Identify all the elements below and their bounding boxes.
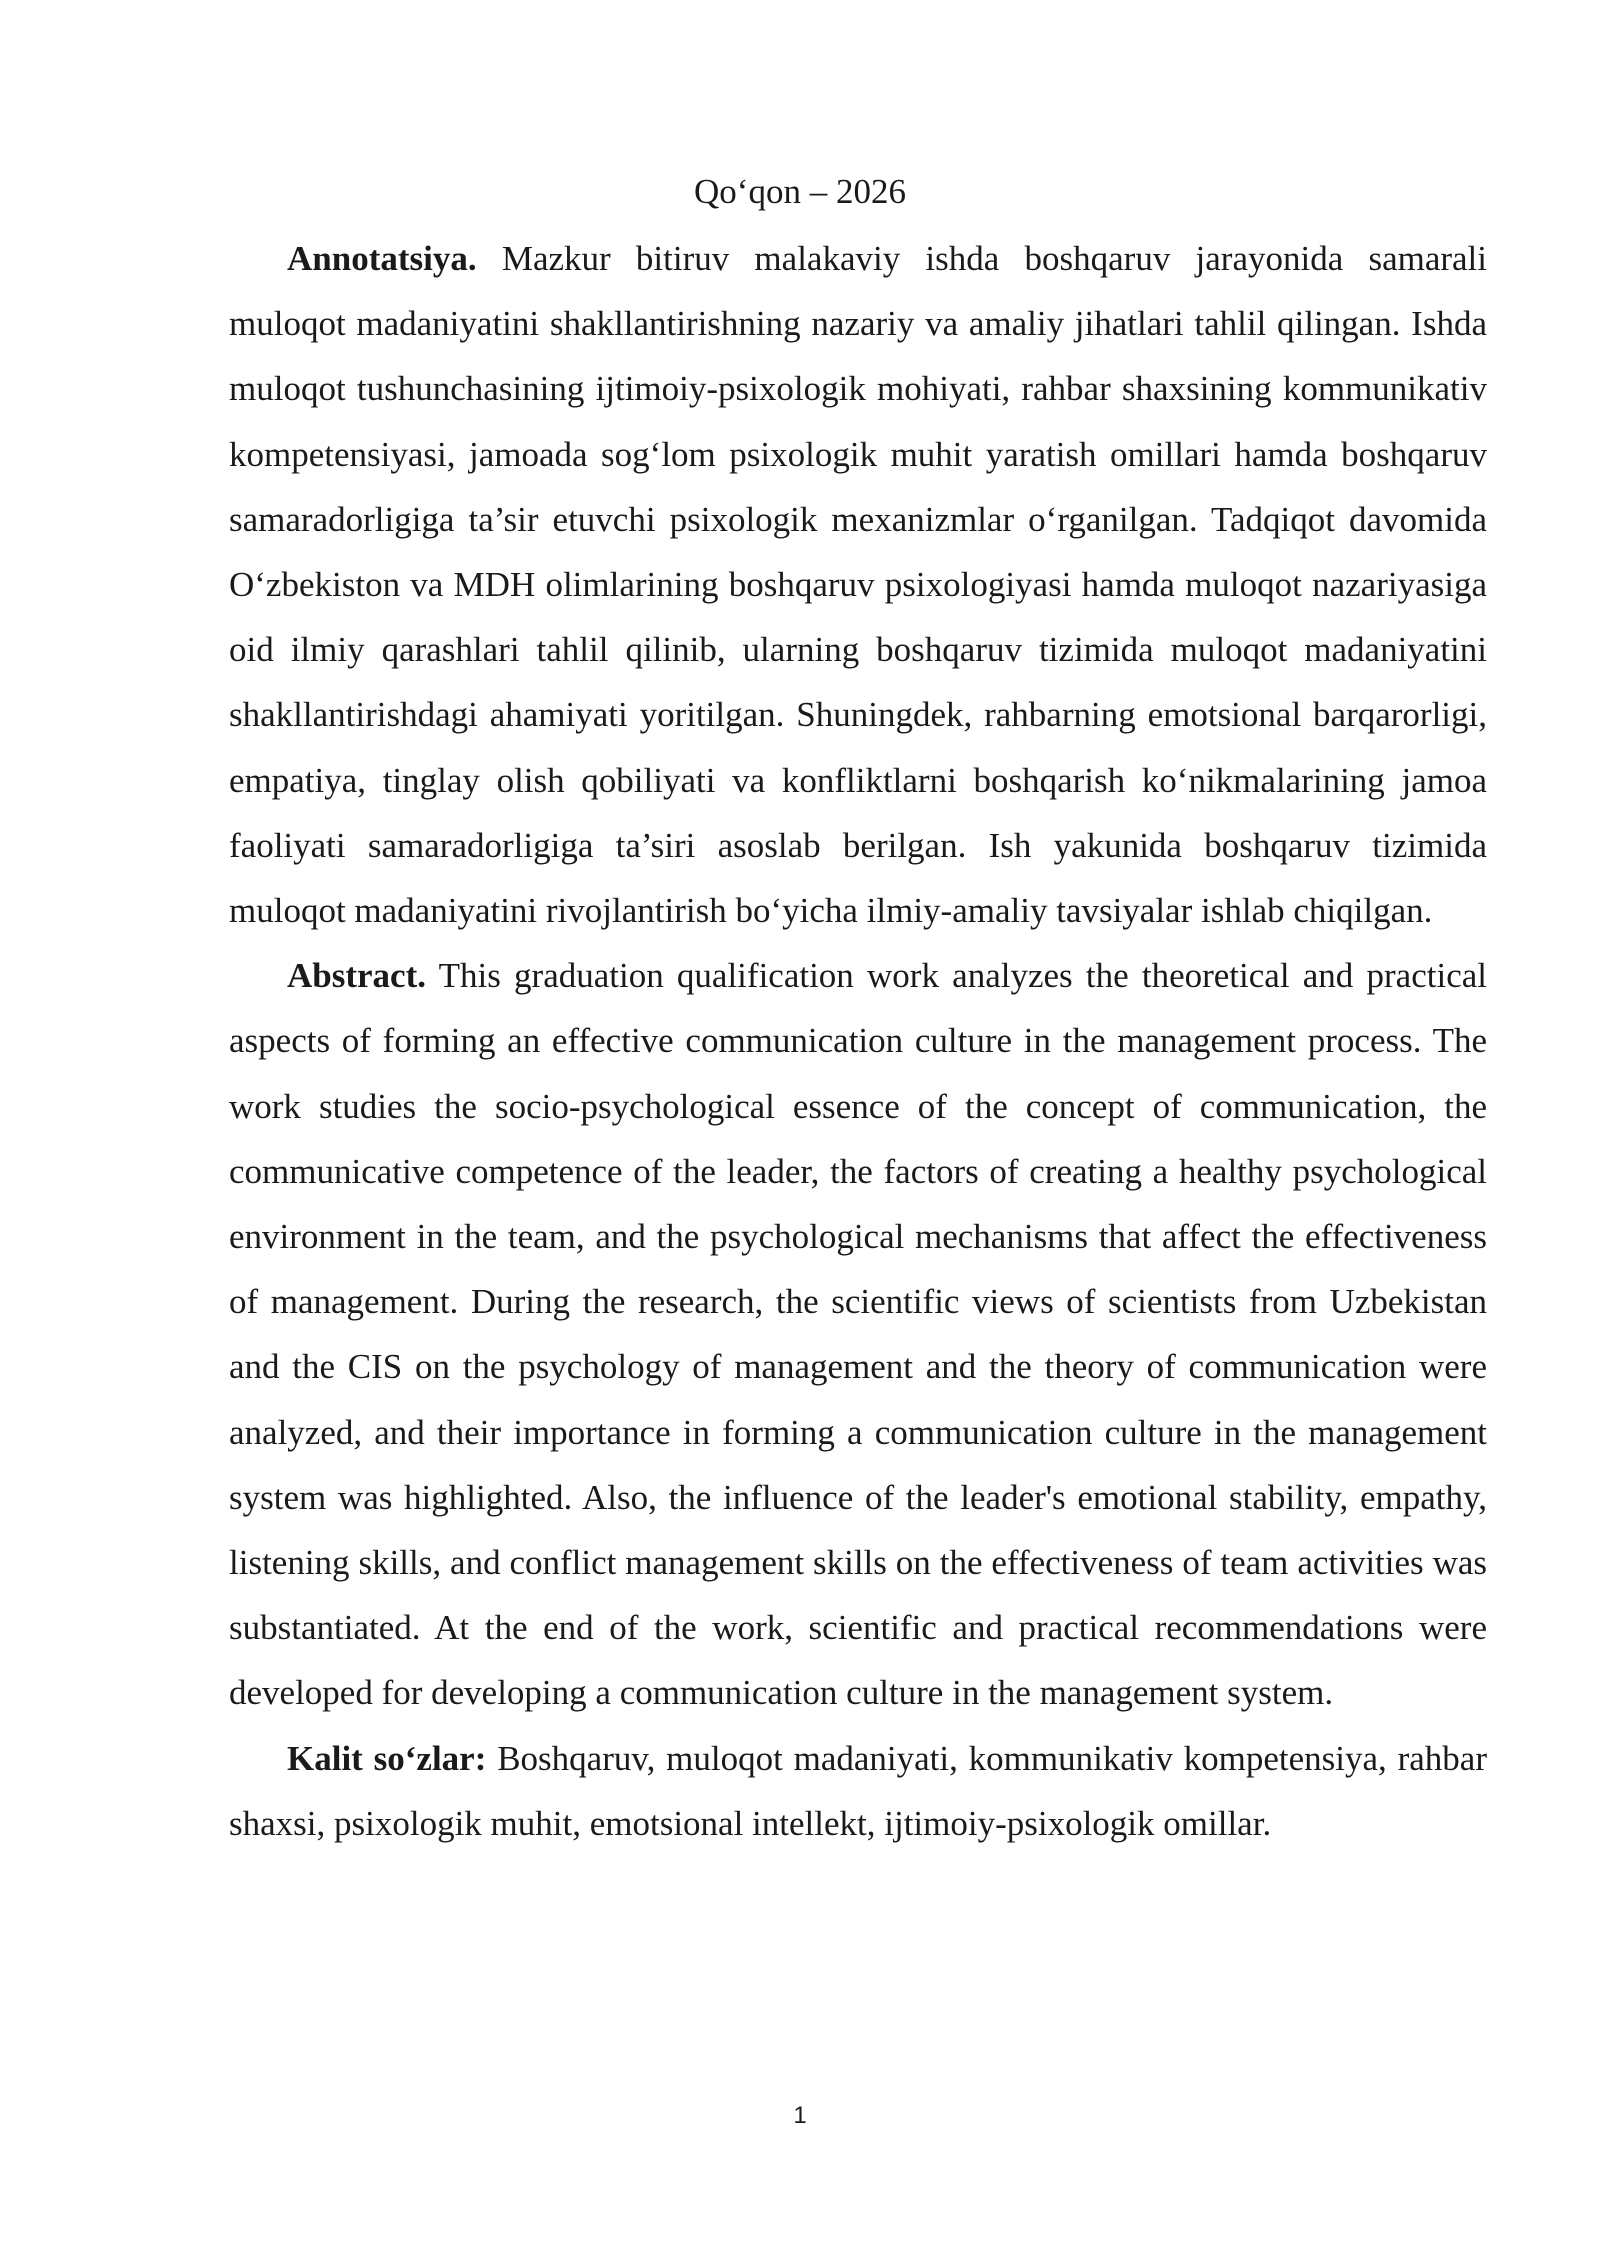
- annotation-paragraph: [229, 226, 1487, 943]
- annotation-text: Mazkur bitiruv malakaviy ishda boshqaruv jarayonida samarali muloqot madaniyatini shakllantirishning nazariy va amaliy jihatlari tahlil qilingan. Ishda muloqot tushunchasining ijtimoiy-psixologik mohiyati, rahbar shaxsining kommunikativ kompetensiyasi, jamoada sog‘lom psixologik muhit yaratish omillari hamda boshqaruv samaradorligiga ta’sir etuvchi psixologik mexanizmlar o‘rganilgan. Tadqiqot davomida O‘zbekiston va MDH olimlarining boshqaruv psixologiyasi hamda muloqot nazariyasiga oid ilmiy qarashlari tahlil qilinib, ularning boshqaruv tizimida muloqot madaniyatini shakllantirishdagi ahamiyati yoritilgan. Shuningdek, rahbarning emotsional barqarorligi, empatiya, tinglay olish qobiliyati va konfliktlarni boshqarish ko‘nikmalarining jamoa faoliyati samaradorligiga ta’siri asoslab berilgan. Ish yakunida boshqaruv tizimida muloqot madaniyatini rivojlantirish bo‘yicha ilmiy-amaliy tavsiyalar ishlab chiqilgan.: [229, 239, 1488, 931]
- document-body: [229, 226, 1487, 1856]
- keywords-label: Kalit so‘zlar:: [287, 1738, 487, 1778]
- place-year-heading: Qo‘qon – 2026: [694, 172, 906, 211]
- keywords-text: Boshqaruv, muloqot madaniyati, kommunikativ kompetensiya, rahbar shaxsi, psixologik muhit, emotsional intellekt, ijtimoiy-psixologik omillar.: [229, 1738, 1487, 1843]
- keywords-paragraph: [229, 1726, 1487, 1856]
- abstract-label: Abstract.: [287, 956, 426, 996]
- abstract-text: This graduation qualification work analyzes the theoretical and practical aspects of forming an effective communication culture in the management process. The work studies the socio-psychological essence of the concept of communication, the communicative competence of the leader, the factors of creating a healthy psychological environment in the team, and the psychological mechanisms that affect the effectiveness of management. During the research, the scientific views of scientists from Uzbekistan and the CIS on the psychology of management and the theory of communication were analyzed, and their importance in forming a communication culture in the management system was highlighted. Also, the influence of the leader's emotional stability, empathy, listening skills, and conflict management skills on the effectiveness of team activities was substantiated. At the end of the work, scientific and practical recommendations were developed for developing a communication culture in the management system.: [229, 956, 1487, 1713]
- abstract-paragraph: [229, 943, 1487, 1725]
- annotation-label: Annotatsiya.: [287, 239, 477, 278]
- page-number: 1: [793, 2102, 807, 2129]
